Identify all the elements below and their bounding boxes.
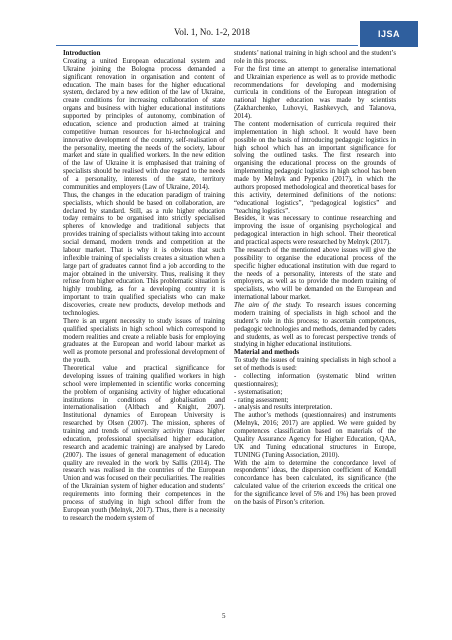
right-column [234, 50, 396, 507]
list-item: - collecting information (systematic blind written questionnaires); [234, 372, 396, 388]
list-item: - rating assessment; [234, 396, 289, 404]
journal-badge: IJSA [360, 21, 418, 47]
paragraph: The content modernisation of curricula required their implementation in high school. It would have been possible on the basis of introducing pedagogic logistics in high school which has an important significance for solving the outlined tasks. The first research into organising the educational process on the grounds of implementing pedagogic logistics in high school has been made by Melnyk and Pypenko (2017), in which the authors proposed methodological and theoretical bases for this activity, determined definitions of the notions: “educational logistics”, “pedagogical logistics” and “teaching logistics”. [234, 120, 396, 215]
left-column [63, 50, 225, 523]
paragraph: There is an urgent necessity to study issues of training qualified specialists in high school which correspond to modern realities and create a reliable basis for employing graduates at the European and world labour market as well as promote personal and professional development of the youth. [63, 317, 225, 365]
aim-paragraph [234, 302, 396, 349]
paragraph: The author’s methods (questionnaires) and instruments (Melnyk, 2016; 2017) are applied. We were guided by competences classification based on materials of the Quality Assurance Agency for Higher Education, QAA, UK and Tuning educational structures in Europe, TUNING (Tuning Association, 2010). [234, 412, 396, 459]
volume-label: Vol. 1, No. 1-2, 2018 [174, 27, 250, 37]
paragraph: Creating a united European educational system and Ukraine joining the Bologna process demanded a significant renovation in organisation and content of education. The main bases for the higher educational system, declared by a new edition of the law of Ukraine, create conditions for increasing collaboration of state organs and business with higher educational institutions supported by principles of autonomy, combination of education, science and production aimed at training competitive human resources for hi-technological and innovative development of the country, self-realisation of the personality, meeting the needs of the society, labour market and state in qualified workers. In the new edition of the law of Ukraine it is emphasised that training of specialists should be realised with due regard to the needs of a personality, interests of the state, territory communities and employers (Law of Ukraine, 2014). [63, 57, 225, 191]
introduction-heading: Introduction [63, 50, 101, 57]
page-header [0, 0, 452, 46]
paragraph: The research of the mentioned above issues will give the possibility to organise the educational process of the specific higher educational institution with due regard to the needs of a personality, interests of the state and employers, as well as to provide the modern training of specialists, who will be demanded on the European and international labour market. [234, 246, 396, 302]
paragraph: With the aim to determine the concordance level of respondents’ ideas, the dispersion coefficient of Kendall concordance has been calculated, its significance (the calculated value of the criterion exceeds the critical one for the significance level of 5% and 1%) has been proved on the basis of Pirson’s criterion. [234, 459, 396, 506]
paragraph: Besides, it was necessary to continue researching and improving the issue of organising psychological and pedagogical interaction in high school. Their theoretical and practical aspects were researched by Melnyk (2017). [234, 215, 396, 246]
list-item: - systematisation; [234, 388, 283, 396]
paragraph: To study the issues of training specialists in high school a set of methods is used: [234, 357, 396, 372]
page-number: 5 [222, 612, 226, 620]
paragraph: Theoretical value and practical significance for developing issues of training qualified workers in high school were implemented in scientific works concerning the problem of organising activity of higher educational institutions in conditions of globalisation and internationalisation (Altbach and Knight, 2007). Institutional dynamics of European University is researched by Olsen (2007). The mission, spheres of training and trends of university activity (mass higher education, professional specialised higher education, research and academic training) are analysed by Laredo (2007). The issues of general management of education quality are revealed in the work by Sallis (2014). The research was realised in the countries of the European Union and was focused on their peculiarities. The realities of the Ukrainian system of higher education and students’ requirements into forming their competences in the process of studying in high school differ from the European youth (Melnyk, 2017). Thus, there is a necessity to research the modern system of [63, 365, 225, 522]
list-item: - analysis and results interpretation. [234, 404, 333, 412]
paragraph: students’ national training in high school and the student’s role in this process. [234, 50, 396, 65]
paragraph: Thus, the changes in the education paradigm of training specialists, which should be based on collaboration, are declared by standard. Still, as a rule higher education today remains to be organised into strictly specialised spheres of knowledge and traditional subjects that provides training of specialists without taking into account social demand, modern trends and competition at the labour market. That is why it is obvious that such inflexible training of specialists creates a situation when a large part of graduates cannot find a job according to the major obtained in the university. Thus, realising it they refuse from higher education. This problematic situation is highly troubling, as for a developing country it is important to train qualified specialists who can make discoveries, create new products, develop methods and technologies. [63, 191, 225, 317]
aim-text: To research issues concerning modern training of specialists in high school and the student’s role in this process; to ascertain competences, pedagogic technologies and methods, demanded by cadets and students, as well as to forecast perspective trends of studying in higher educational institutions. [234, 302, 397, 349]
aim-label: The aim of the study. [234, 302, 302, 309]
materials-heading: Material and methods [234, 349, 300, 357]
paragraph: For the first time an attempt to generalise international and Ukrainian experience as well as to provide methodic recommendations for developing and modernising curricula in conditions of the European integration of national higher education was made by scientists (Zakharchenko, Luhovyi, Rashkevych, and Talanova, 2014). [234, 65, 396, 120]
header-rule [56, 45, 358, 46]
